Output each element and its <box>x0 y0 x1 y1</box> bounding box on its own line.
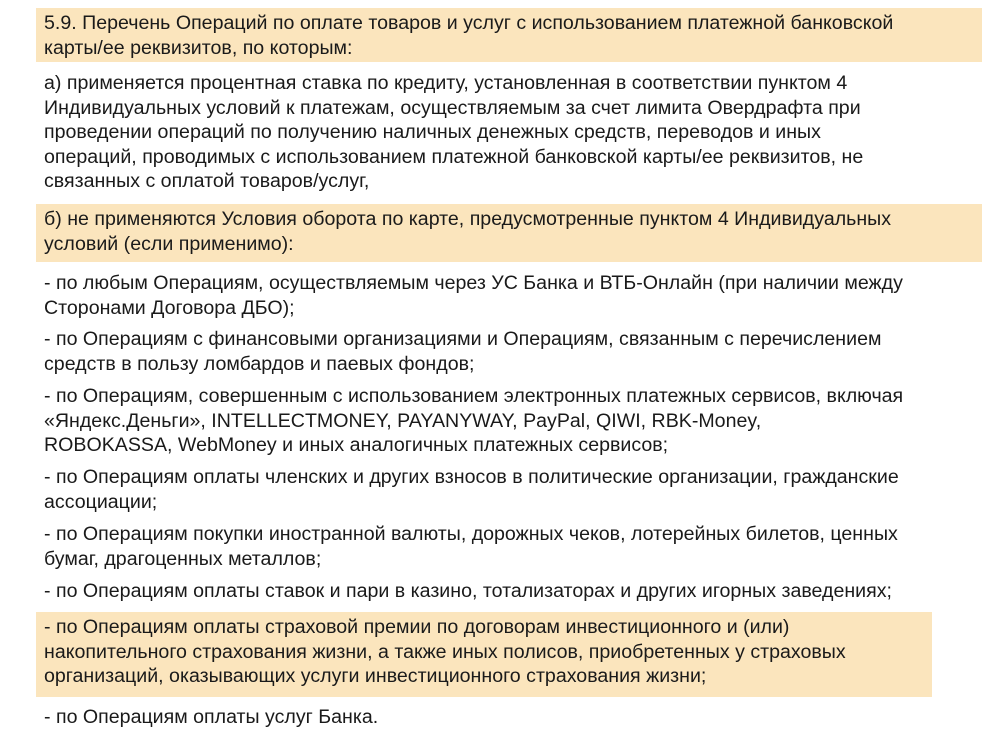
paragraph-line: условий (если применимо): <box>44 232 294 255</box>
paragraph-line: - по Операциям, совершенным с использованием электронных платежных сервисов, включая <box>44 385 904 407</box>
list-item-casino-betting <box>36 579 982 604</box>
list-item-bank-services <box>36 705 982 730</box>
paragraph-line: - по любым Операциям, осуществляемым через УС Банка и ВТБ-Онлайн (при наличии между <box>44 272 903 294</box>
paragraph-a <box>36 71 982 194</box>
list-item-ucs-vtb-online <box>36 271 982 320</box>
paragraph-line: «Яндекс.Деньги», INTELLECTMONEY, PAYANYWAY, PayPal, QIWI, RBK-Money, <box>44 409 762 432</box>
paragraph-line: - по Операциям оплаты страховой премии по договорам инвестиционного и (или) <box>44 616 790 638</box>
paragraph-line: - по Операциям оплаты услуг Банка. <box>44 706 379 728</box>
paragraph-line: накопительного страхования жизни, а также иных полисов, приобретенных у страховых <box>44 640 846 663</box>
list-item-electronic-payment-services <box>36 384 982 458</box>
list-item-insurance-premium <box>36 612 932 697</box>
paragraph-line: ассоциации; <box>44 490 158 513</box>
list-item-political-organizations <box>36 465 982 514</box>
paragraph-line: - по Операциям оплаты ставок и пари в казино, тотализаторах и других игорных заведениях; <box>44 580 892 602</box>
paragraph-line: организаций, оказывающих услуги инвестиционного страхования жизни; <box>44 665 707 687</box>
paragraph-b <box>36 204 982 262</box>
list-item-foreign-currency <box>36 522 982 571</box>
paragraph-5-9 <box>36 8 982 62</box>
paragraph-line: 5.9. Перечень Операций по оплате товаров и услуг с использованием платежной банковской <box>44 12 894 34</box>
paragraph-line: б) не применяются Условия оборота по карте, предусмотренные пунктом 4 Индивидуальных <box>44 208 892 230</box>
paragraph-line: - по Операциям с финансовыми организациями и Операциям, связанным с перечислением <box>44 328 882 350</box>
paragraph-line: бумаг, драгоценных металлов; <box>44 547 322 570</box>
paragraph-line: Индивидуальных условий к платежам, осуществляемым за счет лимита Овердрафта при <box>44 96 861 119</box>
paragraph-line: связанных с оплатой товаров/услуг, <box>44 170 370 192</box>
paragraph-line: - по Операциям оплаты членских и других взносов в политические организации, гражданские <box>44 466 899 488</box>
paragraph-line: ROBOKASSA, WebMoney и иных аналогичных платежных сервисов; <box>44 434 669 456</box>
paragraph-line: а) применяется процентная ставка по кредиту, установленная в соответствии пунктом 4 <box>44 72 848 94</box>
list-item-financial-organizations <box>36 327 982 376</box>
paragraph-line: Сторонами Договора ДБО); <box>44 296 295 319</box>
paragraph-line: - по Операциям покупки иностранной валюты, дорожных чеков, лотерейных билетов, ценных <box>44 523 898 545</box>
paragraph-line: операций, проводимых с использованием платежной банковской карты/ее реквизитов, не <box>44 145 864 168</box>
paragraph-line: карты/ее реквизитов, по которым: <box>44 36 353 59</box>
paragraph-line: проведении операций по получению наличных денежных средств, переводов и иных <box>44 121 821 143</box>
paragraph-line: средств в пользу ломбардов и паевых фондов; <box>44 352 475 375</box>
